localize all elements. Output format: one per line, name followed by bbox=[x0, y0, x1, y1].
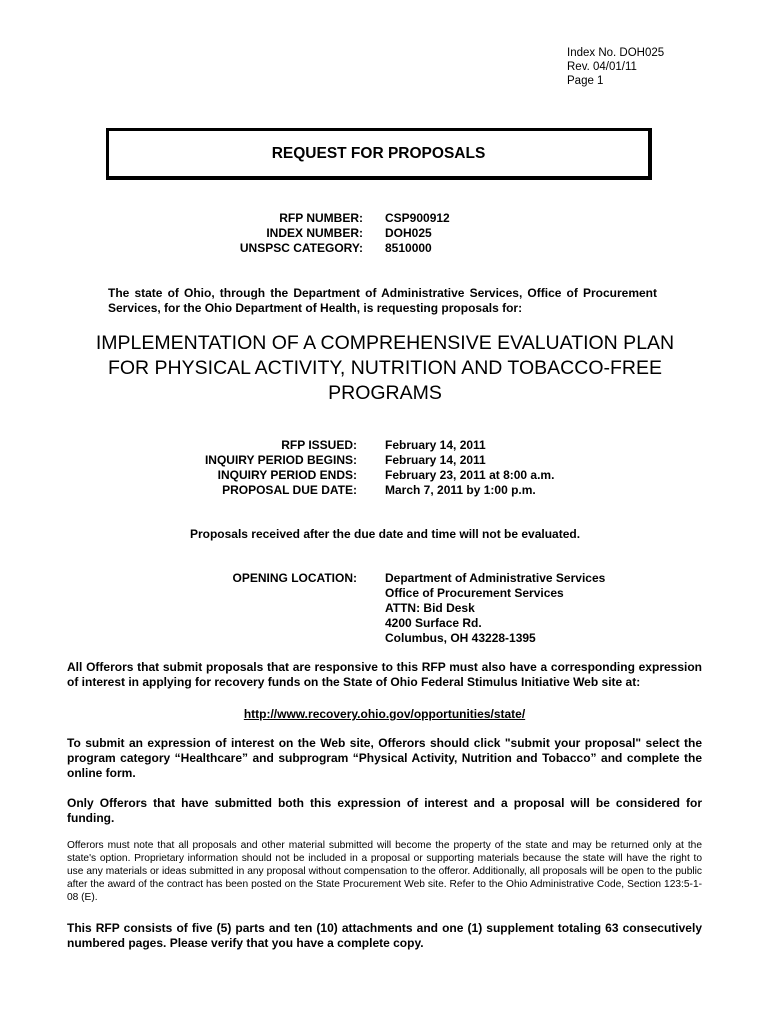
address-line-3: ATTN: Bid Desk bbox=[385, 601, 475, 615]
index-number-row bbox=[200, 226, 450, 241]
intro-paragraph: The state of Ohio, through the Department of Administrative Services, Office of Procurement Services, for the Ohio Department of Health, is requesting proposals for: bbox=[108, 286, 657, 315]
rfp-number-row bbox=[200, 211, 450, 226]
submit-instructions-paragraph: To submit an expression of interest on the Web site, Offerors should click "submit your proposal" select the program category “Healthcare” and subprogram “Physical Activity, Nutrition and Tobacco” and complete the online form. bbox=[67, 736, 702, 780]
unspsc-category-row bbox=[200, 241, 450, 256]
rfp-issued-value: February 14, 2011 bbox=[385, 438, 486, 452]
rfp-issued-row bbox=[150, 438, 554, 453]
page-number: Page 1 bbox=[567, 75, 604, 87]
rfp-number-value: CSP900912 bbox=[385, 211, 450, 225]
late-proposals-notice: Proposals received after the due date and time will not be evaluated. bbox=[189, 527, 581, 541]
rfp-issued-label: RFP ISSUED: bbox=[281, 438, 357, 452]
index-number-value: DOH025 bbox=[385, 226, 432, 240]
inquiry-begins-value: February 14, 2011 bbox=[385, 453, 486, 467]
address-line-5: Columbus, OH 43228-1395 bbox=[385, 631, 536, 645]
opening-location bbox=[150, 571, 605, 646]
opening-location-row bbox=[150, 571, 605, 646]
unspsc-category-label: UNSPSC CATEGORY: bbox=[239, 241, 363, 255]
inquiry-begins-row bbox=[150, 453, 554, 468]
project-title bbox=[60, 331, 710, 406]
inquiry-ends-label: INQUIRY PERIOD ENDS: bbox=[217, 468, 357, 482]
index-number-label: INDEX NUMBER: bbox=[266, 226, 363, 240]
recovery-site-link[interactable]: http://www.recovery.ohio.gov/opportunities/state/ bbox=[243, 707, 526, 721]
key-dates bbox=[150, 438, 554, 498]
proposal-due-row bbox=[150, 483, 554, 498]
address-line-4: 4200 Surface Rd. bbox=[385, 616, 482, 630]
unspsc-category-value: 8510000 bbox=[385, 241, 432, 255]
inquiry-ends-value: February 23, 2011 at 8:00 a.m. bbox=[385, 468, 555, 482]
opening-location-address bbox=[385, 571, 605, 646]
project-title-line-1: IMPLEMENTATION OF A COMPREHENSIVE EVALUATION PLAN bbox=[95, 332, 675, 354]
opening-location-label: OPENING LOCATION: bbox=[232, 571, 357, 585]
page-count-paragraph: This RFP consists of five (5) parts and ten (10) attachments and one (1) supplement totaling 63 consecutively numbered pages. Please verify that you have a complete copy. bbox=[67, 921, 702, 950]
fine-print-paragraph: Offerors must note that all proposals and other material submitted will become the property of the state and may be returned only at the state's option. Proprietary information should not be included in a proposal or supporting materials because the state will have the right to use any materials or ideas submitted in any proposal without compensation to the offeror. Additionally, all proposals will be open to the public after the award of the contract has been posted on the State Procurement Web site. Refer to the Ohio Administrative Code, Section 123:5-1-08 (E). bbox=[67, 840, 702, 903]
inquiry-begins-label: INQUIRY PERIOD BEGINS: bbox=[204, 453, 357, 467]
eligibility-paragraph: Only Offerors that have submitted both this expression of interest and a proposal will be considered for funding. bbox=[67, 796, 702, 825]
rfp-identifiers bbox=[200, 211, 450, 256]
address-line-1: Department of Administrative Services bbox=[385, 571, 606, 585]
title-box bbox=[106, 128, 652, 180]
proposal-due-value: March 7, 2011 by 1:00 p.m. bbox=[385, 483, 536, 497]
proposal-due-label: PROPOSAL DUE DATE: bbox=[222, 483, 357, 497]
address-line-2: Office of Procurement Services bbox=[385, 586, 564, 600]
project-title-line-2: FOR PHYSICAL ACTIVITY, NUTRITION AND TOBACCO-FREE bbox=[107, 357, 663, 379]
page-title: REQUEST FOR PROPOSALS bbox=[271, 144, 486, 162]
inquiry-ends-row bbox=[150, 468, 554, 483]
offerors-paragraph: All Offerors that submit proposals that are responsive to this RFP must also have a corresponding expression of interest in applying for recovery funds on the State of Ohio Federal Stimulus Initiative Web site at: bbox=[67, 660, 702, 689]
rfp-number-label: RFP NUMBER: bbox=[279, 211, 363, 225]
revision-line: Rev. 04/01/11 bbox=[567, 61, 637, 73]
index-number-line: Index No. DOH025 bbox=[567, 47, 665, 59]
document-header-meta bbox=[567, 46, 664, 88]
project-title-line-3: PROGRAMS bbox=[328, 382, 442, 404]
